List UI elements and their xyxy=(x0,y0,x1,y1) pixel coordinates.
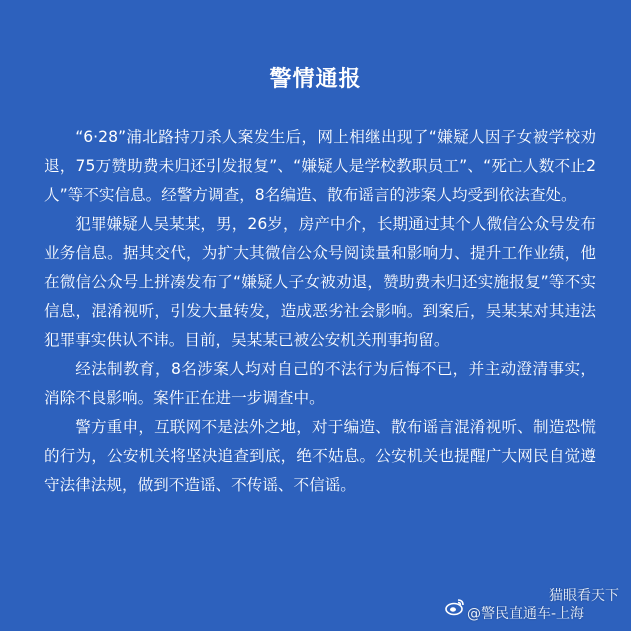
watermark-line-2: @警民直通车-上海 xyxy=(467,606,585,622)
notice-paragraph: 警方重申，互联网不是法外之地，对于编造、散布谣言混淆视听、制造恐慌的行为，公安机关将坚决追查到底，绝不姑息。公安机关也提醒广大网民自觉遵守法律法规，做到不造谣、不传谣、不信谣。 xyxy=(44,418,596,494)
notice-body xyxy=(44,123,596,500)
weibo-watermark xyxy=(443,585,623,625)
notice-paragraph: “6·28”浦北路持刀杀人案发生后，网上相继出现了“嫌疑人因子女被学校劝退，75万赞助费未归还引发报复”、“嫌疑人是学校教职员工”、“死亡人数不止2人”等不实信息。经警方调查，8名编造、散布谣言的涉案人均受到依法查处。 xyxy=(44,128,596,204)
notice-paragraph: 犯罪嫌疑人吴某某，男，26岁，房产中介，长期通过其个人微信公众号发布业务信息。据其交代，为扩大其微信公众号阅读量和影响力、提升工作业绩，他在微信公众号上拼凑发布了“嫌疑人子女被劝退，赞助费未归还实施报复”等不实信息，混淆视听，引发大量转发，造成恶劣社会影响。到案后，吴某某对其违法犯罪事实供认不讳。目前，吴某某已被公安机关刑事拘留。 xyxy=(44,215,596,349)
weibo-icon xyxy=(445,597,465,617)
watermark-line-1: 猫眼看天下 xyxy=(549,588,619,604)
notice-title: 警情通报 xyxy=(269,67,362,92)
notice-paragraph: 经法制教育，8名涉案人均对自己的不法行为后悔不已，并主动澄清事实，消除不良影响。案件正在进一步调查中。 xyxy=(44,360,596,407)
